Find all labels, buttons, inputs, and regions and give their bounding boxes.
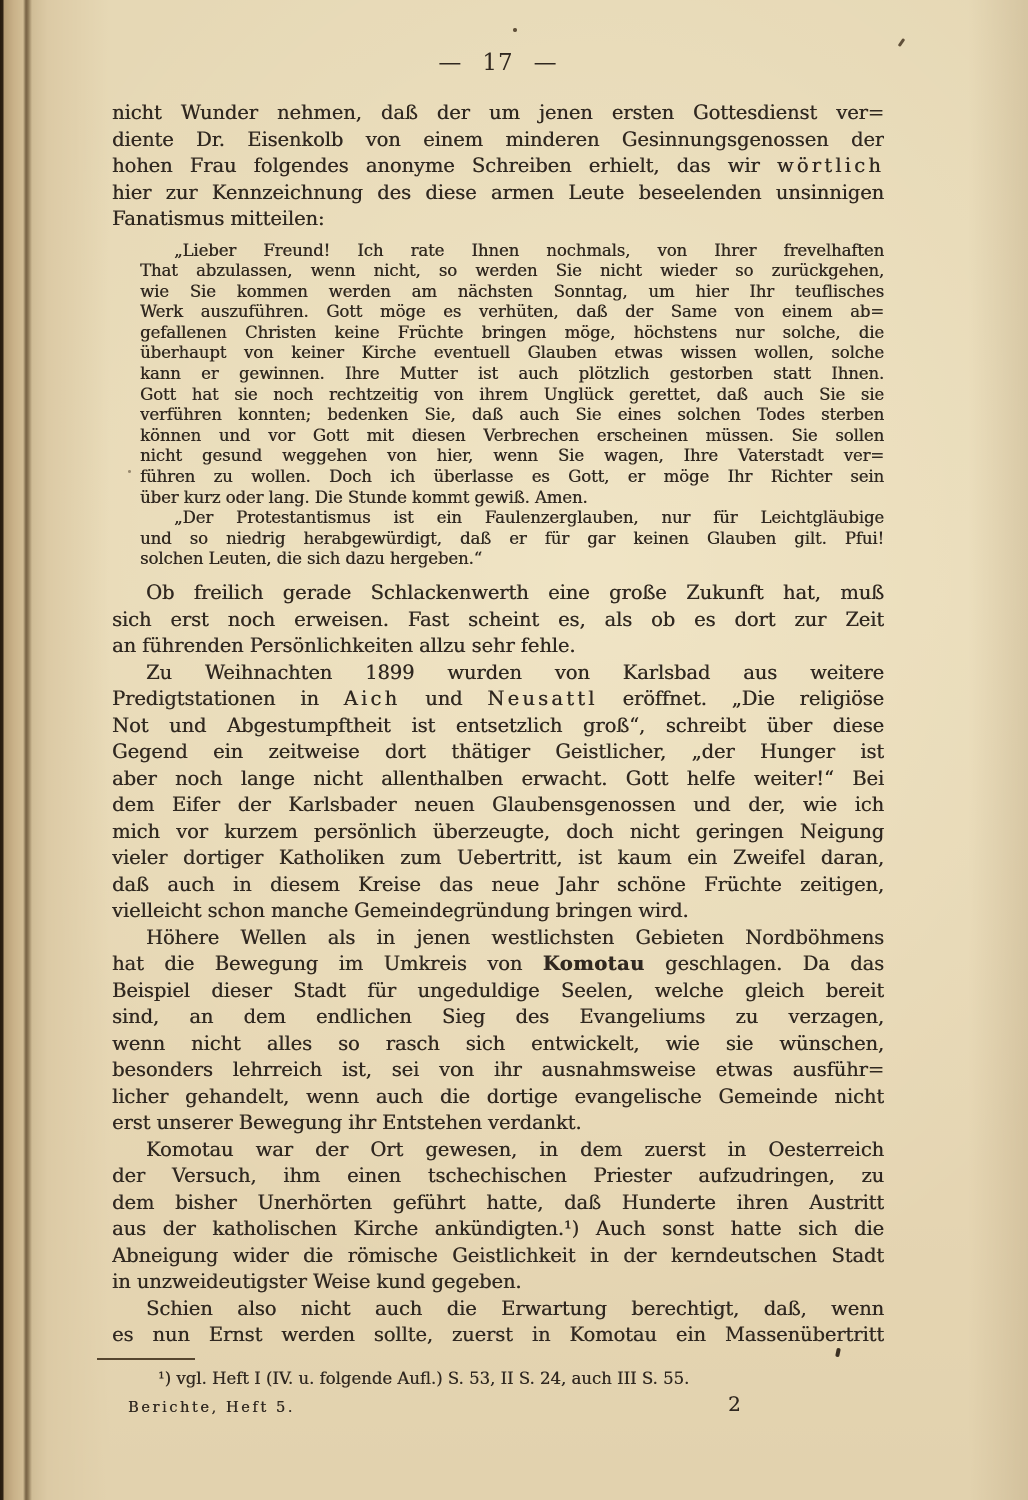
- text-line: dem Eifer der Karlsbader neuen Glaubensgenossen und der, wie ich: [112, 793, 884, 816]
- text-line: wie Sie kommen werden am nächsten Sonntag, um hier Ihr teuflisches: [140, 281, 884, 301]
- text-line: „Der Protestantismus ist ein Faulenzerglauben, nur für Leichtgläubige: [174, 508, 884, 528]
- text-line: hat die Bewegung im Umkreis von Komotau geschlagen. Da das: [112, 952, 884, 975]
- text-line: Werk auszuführen. Gott möge es verhüten, daß der Same von einem ab=: [140, 302, 884, 322]
- binding-edge: [0, 0, 110, 1500]
- scan-speck: [898, 38, 906, 47]
- body-paragraph: [112, 660, 884, 925]
- text-line: verführen konnten; bedenken Sie, daß auch Sie eines solchen Todes sterben: [140, 405, 884, 425]
- body-paragraph: [112, 1137, 884, 1296]
- text-line: sind, an dem endlichen Sieg des Evangeliums zu verzagen,: [112, 1005, 884, 1028]
- quote-paragraph: [140, 508, 884, 570]
- text-line: sich erst noch erweisen. Fast scheint es, als ob es dort zur Zeit: [112, 607, 884, 631]
- text-line: Höhere Wellen als in jenen westlichsten Gebieten Nordböhmens: [146, 925, 884, 949]
- letterspaced-term: Aich: [343, 687, 401, 710]
- text-line: diente Dr. Eisenkolb von einem minderen Gesinnungsgenossen der: [112, 127, 884, 151]
- text-line: nicht gesund weggehen von hier, wenn Sie wagen, Ihre Vaterstadt ver=: [140, 446, 884, 466]
- quote-paragraph: [140, 241, 884, 509]
- text-line: Komotau war der Ort gewesen, in dem zuerst in Oesterreich: [146, 1137, 884, 1161]
- text-line: hohen Frau folgendes anonyme Schreiben erhielt, das wir wörtlich: [112, 154, 884, 177]
- text-line: Fanatismus mitteilen:: [112, 207, 325, 230]
- text-line: Schien also nicht auch die Erwartung berechtigt, daß, wenn: [146, 1296, 884, 1320]
- body-paragraph: [112, 100, 884, 233]
- text-line: vielleicht schon manche Gemeindegründung bringen wird.: [112, 899, 689, 922]
- text-line: aber noch lange nicht allenthalben erwacht. Gott helfe weiter!“ Bei: [112, 766, 884, 790]
- text-line: besonders lehrreich ist, sei von ihr ausnahmsweise etwas ausführ=: [112, 1058, 884, 1081]
- text-line: gefallenen Christen keine Früchte bringen möge, höchstens nur solche, die: [140, 322, 884, 342]
- page-number: 17: [482, 50, 514, 76]
- text-line: vieler dortiger Katholiken zum Uebertritt, ist kaum ein Zweifel daran,: [112, 846, 884, 869]
- text-line: Abneigung wider die römische Geistlichkeit in der kerndeutschen Stadt: [112, 1243, 884, 1267]
- letterspaced-term: Neusattl: [487, 687, 598, 710]
- header-dash-left: —: [438, 50, 463, 76]
- text-line: erst unserer Bewegung ihr Entstehen verdankt.: [112, 1111, 582, 1134]
- text-line: Predigtstationen in Aich und Neusattl eröffnet. „Die religiöse: [112, 687, 884, 710]
- footnote-rule: [97, 1358, 195, 1360]
- footnote-text: ¹) vgl. Heft I (IV. u. folgende Aufl.) S. 53, II S. 24, auch III S. 55.: [158, 1369, 690, 1388]
- text-line: Zu Weihnachten 1899 wurden von Karlsbad aus weitere: [146, 660, 884, 684]
- text-line: dem bisher Unerhörten geführt hatte, daß Hunderte ihren Austritt: [112, 1190, 884, 1214]
- scan-speck: [513, 28, 517, 32]
- scan-speck: [835, 1348, 841, 1358]
- text-line: Gegend ein zeitweise dort thätiger Geistlicher, „der Hunger ist: [112, 740, 884, 763]
- text-block: [112, 100, 884, 1349]
- page-header: [112, 50, 884, 76]
- body-paragraph: [112, 1296, 884, 1349]
- text-line: Not und Abgestumpftheit ist entsetzlich groß“, schreibt über diese: [112, 713, 884, 737]
- scan-speck: [128, 470, 131, 473]
- text-line: daß auch in diesem Kreise das neue Jahr schöne Früchte zeitigen,: [112, 872, 884, 896]
- text-line: an führenden Persönlichkeiten allzu sehr fehle.: [112, 634, 576, 657]
- text-line: mich vor kurzem persönlich überzeugte, doch nicht geringen Neigung: [112, 819, 884, 843]
- text-line: solchen Leuten, die sich dazu hergeben.“: [140, 549, 482, 569]
- text-line: es nun Ernst werden sollte, zuerst in Komotau ein Massenübertritt: [112, 1323, 884, 1346]
- text-line: können und vor Gott mit diesen Verbrechen erscheinen müssen. Sie sollen: [140, 425, 884, 445]
- text-line: der Versuch, ihm einen tschechischen Priester aufzudringen, zu: [112, 1164, 884, 1187]
- text-line: und so niedrig herabgewürdigt, daß er für gar keinen Glauben gilt. Pfui!: [140, 528, 884, 548]
- text-line: Beispiel dieser Stadt für ungeduldige Seelen, welche gleich bereit: [112, 978, 884, 1002]
- bold-term: Komotau: [542, 952, 645, 975]
- text-line: in unzweideutigster Weise kund gegeben.: [112, 1270, 522, 1293]
- text-line: „Lieber Freund! Ich rate Ihnen nochmals, von Ihrer frevelhaften: [174, 240, 884, 260]
- body-paragraph: [112, 580, 884, 660]
- text-line: aus der katholischen Kirche ankündigten.¹) Auch sonst hatte sich die: [112, 1217, 884, 1240]
- text-line: That abzulassen, wenn nicht, so werden Sie nicht wieder so zurückgehen,: [140, 261, 884, 281]
- text-line: Ob freilich gerade Schlackenwerth eine große Zukunft hat, muß: [146, 581, 884, 604]
- footer-imprint: Berichte, Heft 5.: [128, 1400, 295, 1416]
- text-line: über kurz oder lang. Die Stunde kommt gewiß. Amen.: [140, 487, 588, 507]
- letterspaced-term: wörtlich: [776, 154, 884, 177]
- header-dash-right: —: [533, 50, 558, 76]
- body-paragraph: [112, 925, 884, 1137]
- text-line: Gott hat sie noch rechtzeitig von ihrem Unglück gerettet, daß auch Sie sie: [140, 384, 884, 404]
- text-line: führen zu wollen. Doch ich überlasse es Gott, er möge Ihr Richter sein: [140, 467, 884, 487]
- page-right-shade: [968, 0, 1028, 1500]
- signature-number: 2: [728, 1392, 741, 1416]
- text-line: kann er gewinnen. Ihre Mutter ist auch plötzlich gestorben statt Ihnen.: [140, 364, 884, 384]
- text-line: hier zur Kennzeichnung des diese armen Leute beseelenden unsinnigen: [112, 180, 884, 204]
- text-line: wenn nicht alles so rasch sich entwickelt, wie sie wünschen,: [112, 1031, 884, 1055]
- text-line: überhaupt von keiner Kirche eventuell Glauben etwas wissen wollen, solche: [140, 343, 884, 363]
- text-line: licher gehandelt, wenn auch die dortige evangelische Gemeinde nicht: [112, 1084, 884, 1108]
- text-line: nicht Wunder nehmen, daß der um jenen ersten Gottesdienst ver=: [112, 101, 884, 124]
